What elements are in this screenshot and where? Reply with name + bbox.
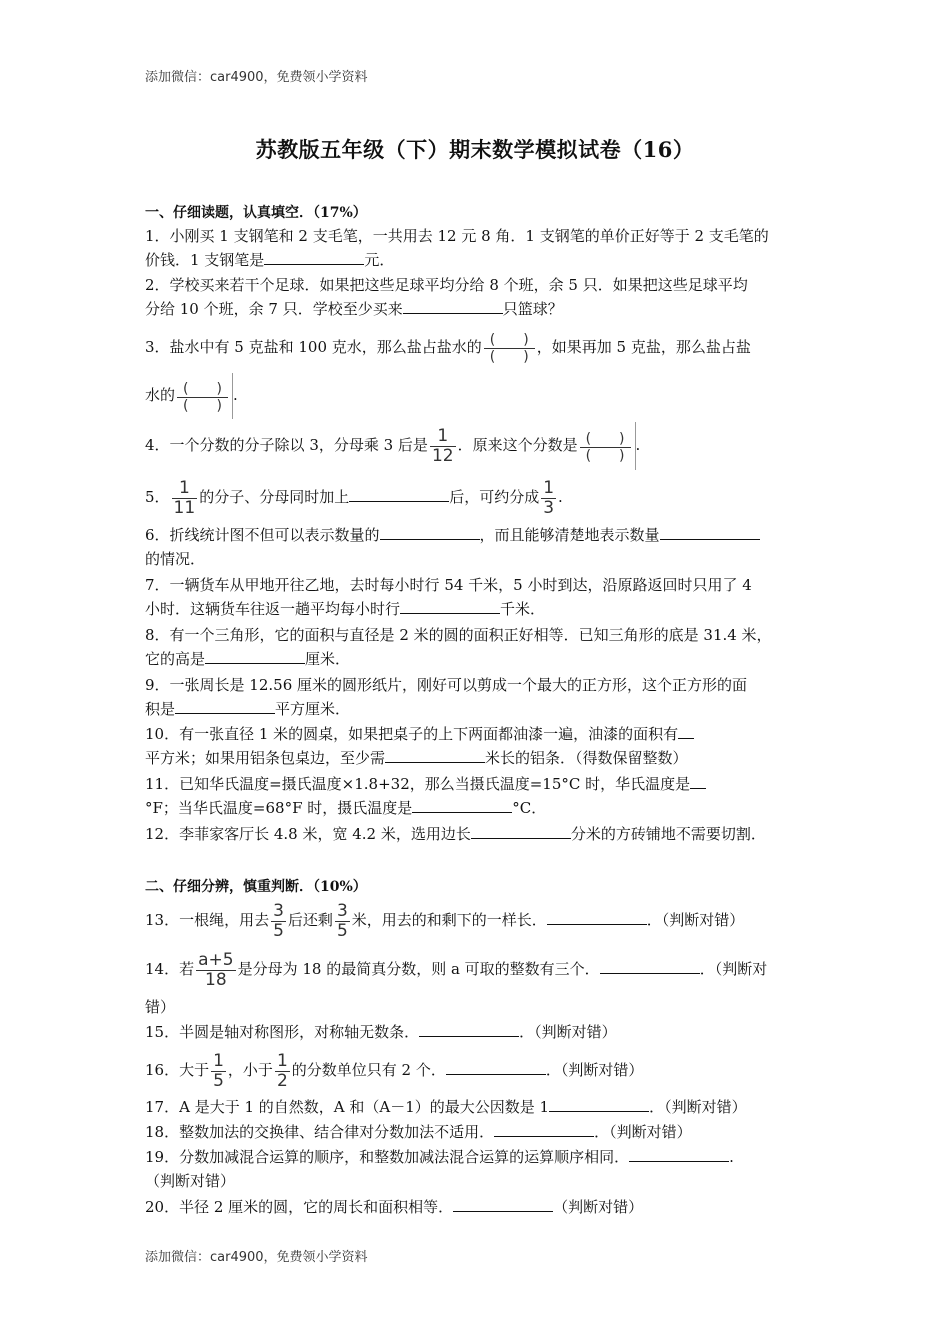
answer-blank[interactable] <box>600 957 700 974</box>
question-10: 10．有一张直径 1 米的圆桌，如果把桌子的上下两面都油漆一遍，油漆的面积有 平方米；如果用铝条包桌边，至少需 米长的铝条．（得数保留整数） <box>145 722 825 770</box>
fraction-1-2: $\frac{1}{2}$ <box>276 1050 288 1091</box>
question-16: 16．大于 $\frac{1}{5}$ ，小于 $\frac{1}{2}$ 的分数单位只有 2 个． ．（判断对错） <box>145 1050 644 1091</box>
answer-fraction[interactable]: $\frac{( )}{( )}$ <box>177 381 228 414</box>
answer-blank[interactable] <box>471 822 571 839</box>
question-13: 13．一根绳，用去 $\frac{3}{5}$ 后还剩 $\frac{3}{5}$ 米，用去的和剩下的一样长． ．（判断对错） <box>145 900 745 941</box>
question-19: 19．分数加减混合运算的顺序，和整数加减法混合运算的运算顺序相同． . （判断对错） <box>145 1145 825 1193</box>
question-11: 11．已知华氏温度=摄氏温度×1.8+32，那么当摄氏温度=15°C 时，华氏温度是 °F；当华氏温度=68°F 时，摄氏温度是 °C． <box>145 772 825 820</box>
answer-blank[interactable] <box>678 722 694 739</box>
answer-fraction[interactable]: $\frac{( )}{( )}$ <box>484 332 535 365</box>
answer-blank[interactable] <box>400 597 500 614</box>
fraction-1-3: $\frac{1}{3}$ <box>543 477 555 518</box>
question-2: 2．学校买来若干个足球．如果把这些足球平均分给 8 个班，余 5 只．如果把这些足球平均 分给 10 个班，余 7 只．学校至少买来 只篮球？ <box>145 276 748 318</box>
header-note: 添加微信：car4900，免费领小学资料 <box>145 70 368 85</box>
answer-fraction[interactable]: $\frac{( )}{( )}$ <box>580 431 631 464</box>
answer-blank[interactable] <box>412 796 512 813</box>
answer-blank[interactable] <box>547 908 647 925</box>
question-3-cont: 水的 $\frac{( )}{( )}$ . <box>145 372 825 419</box>
page-title: 苏教版五年级（下）期末数学模拟试卷（16） <box>255 137 695 162</box>
question-17: 17．A 是大于 1 的自然数，A 和（A－1）的最大公因数是 1 ．（判断对错） <box>145 1095 825 1119</box>
answer-blank[interactable] <box>380 523 480 540</box>
fraction-1-5: $\frac{1}{5}$ <box>213 1050 224 1091</box>
answer-blank[interactable] <box>205 647 305 664</box>
question-12: 12．李菲家客厅长 4.8 米，宽 4.2 米，选用边长 分米的方砖铺地不需要切割． <box>145 822 825 846</box>
answer-blank[interactable] <box>264 248 364 265</box>
question-14-cont: 错） <box>145 998 176 1016</box>
section-2-heading: 二、仔细分辨，慎重判断．（10%） <box>145 879 367 895</box>
answer-blank[interactable] <box>660 523 760 540</box>
question-7: 7．一辆货车从甲地开往乙地，去时每小时行 54 千米，5 小时到达，沿原路返回时只用了 4 小时．这辆货车往返一趟平均每小时行 千米． <box>145 576 752 618</box>
q1-line1: 1．小刚买 1 支钢笔和 2 支毛笔，一共用去 12 元 8 角．1 支钢笔的单价正好等于 2 支毛笔的 <box>145 227 769 245</box>
question-1: 1．小刚买 1 支钢笔和 2 支毛笔，一共用去 12 元 8 角．1 支钢笔的单价正好等于 2 支毛笔的 价钱．1 支钢笔是 元． <box>145 227 769 269</box>
fraction-1-12: $\frac{1}{12}$ <box>431 425 454 466</box>
answer-blank[interactable] <box>349 485 449 502</box>
answer-blank[interactable] <box>494 1120 594 1137</box>
question-15: 15．半圆是轴对称图形，对称轴无数条． ．（判断对错） <box>145 1020 825 1044</box>
question-18: 18．整数加法的交换律、结合律对分数加法不适用． ．（判断对错） <box>145 1120 825 1144</box>
answer-blank[interactable] <box>549 1095 649 1112</box>
section-1-heading: 一、仔细读题，认真填空．（17%） <box>145 205 367 221</box>
question-8: 8．有一个三角形，它的面积与直径是 2 米的圆的面积正好相等．已知三角形的底是 31.4 米， 它的高是 厘米． <box>145 626 772 668</box>
answer-blank[interactable] <box>446 1058 546 1075</box>
answer-blank[interactable] <box>690 772 706 789</box>
fraction-3-5: $\frac{3}{5}$ <box>273 900 284 941</box>
question-6: 6．折线统计图不但可以表示数量的 ，而且能够清楚地表示数量 的情况． <box>145 523 825 571</box>
question-14: 14．若 $\frac{a+5}{18}$ 是分母为 18 的最简真分数，则 a 可取的整数有三个． ．（判断对 <box>145 949 768 990</box>
answer-blank[interactable] <box>175 697 275 714</box>
answer-blank[interactable] <box>453 1195 553 1212</box>
fraction-3-5: $\frac{3}{5}$ <box>336 900 348 941</box>
footer-note: 添加微信：car4900，免费领小学资料 <box>145 1250 368 1265</box>
answer-blank[interactable] <box>629 1145 729 1162</box>
fraction-a5-18: $\frac{a+5}{18}$ <box>198 949 234 990</box>
question-9: 9．一张周长是 12.56 厘米的圆形纸片，刚好可以剪成一个最大的正方形，这个正方形的面 积是 平方厘米． <box>145 676 748 718</box>
question-3: 3．盐水中有 5 克盐和 100 克水，那么盐占盐水的 $\frac{( )}{( )}$ ，如果再加 5 克盐，那么盐占盐 <box>145 331 751 365</box>
question-5: 5． $\frac{1}{11}$ 的分子、分母同时加上 后，可约分成 $\frac{1}{3}$ . <box>145 477 563 518</box>
question-20: 20．半径 2 厘米的圆，它的周长和面积相等． （判断对错） <box>145 1195 825 1219</box>
question-4: 4．一个分数的分子除以 3，分母乘 3 后是 $\frac{1}{12}$ ．原来这个分数是 $\frac{( )}{( )}$ . <box>145 421 825 470</box>
fraction-1-11: $\frac{1}{11}$ <box>173 477 196 518</box>
answer-blank[interactable] <box>385 746 485 763</box>
answer-blank[interactable] <box>403 297 503 314</box>
answer-blank[interactable] <box>419 1020 519 1037</box>
